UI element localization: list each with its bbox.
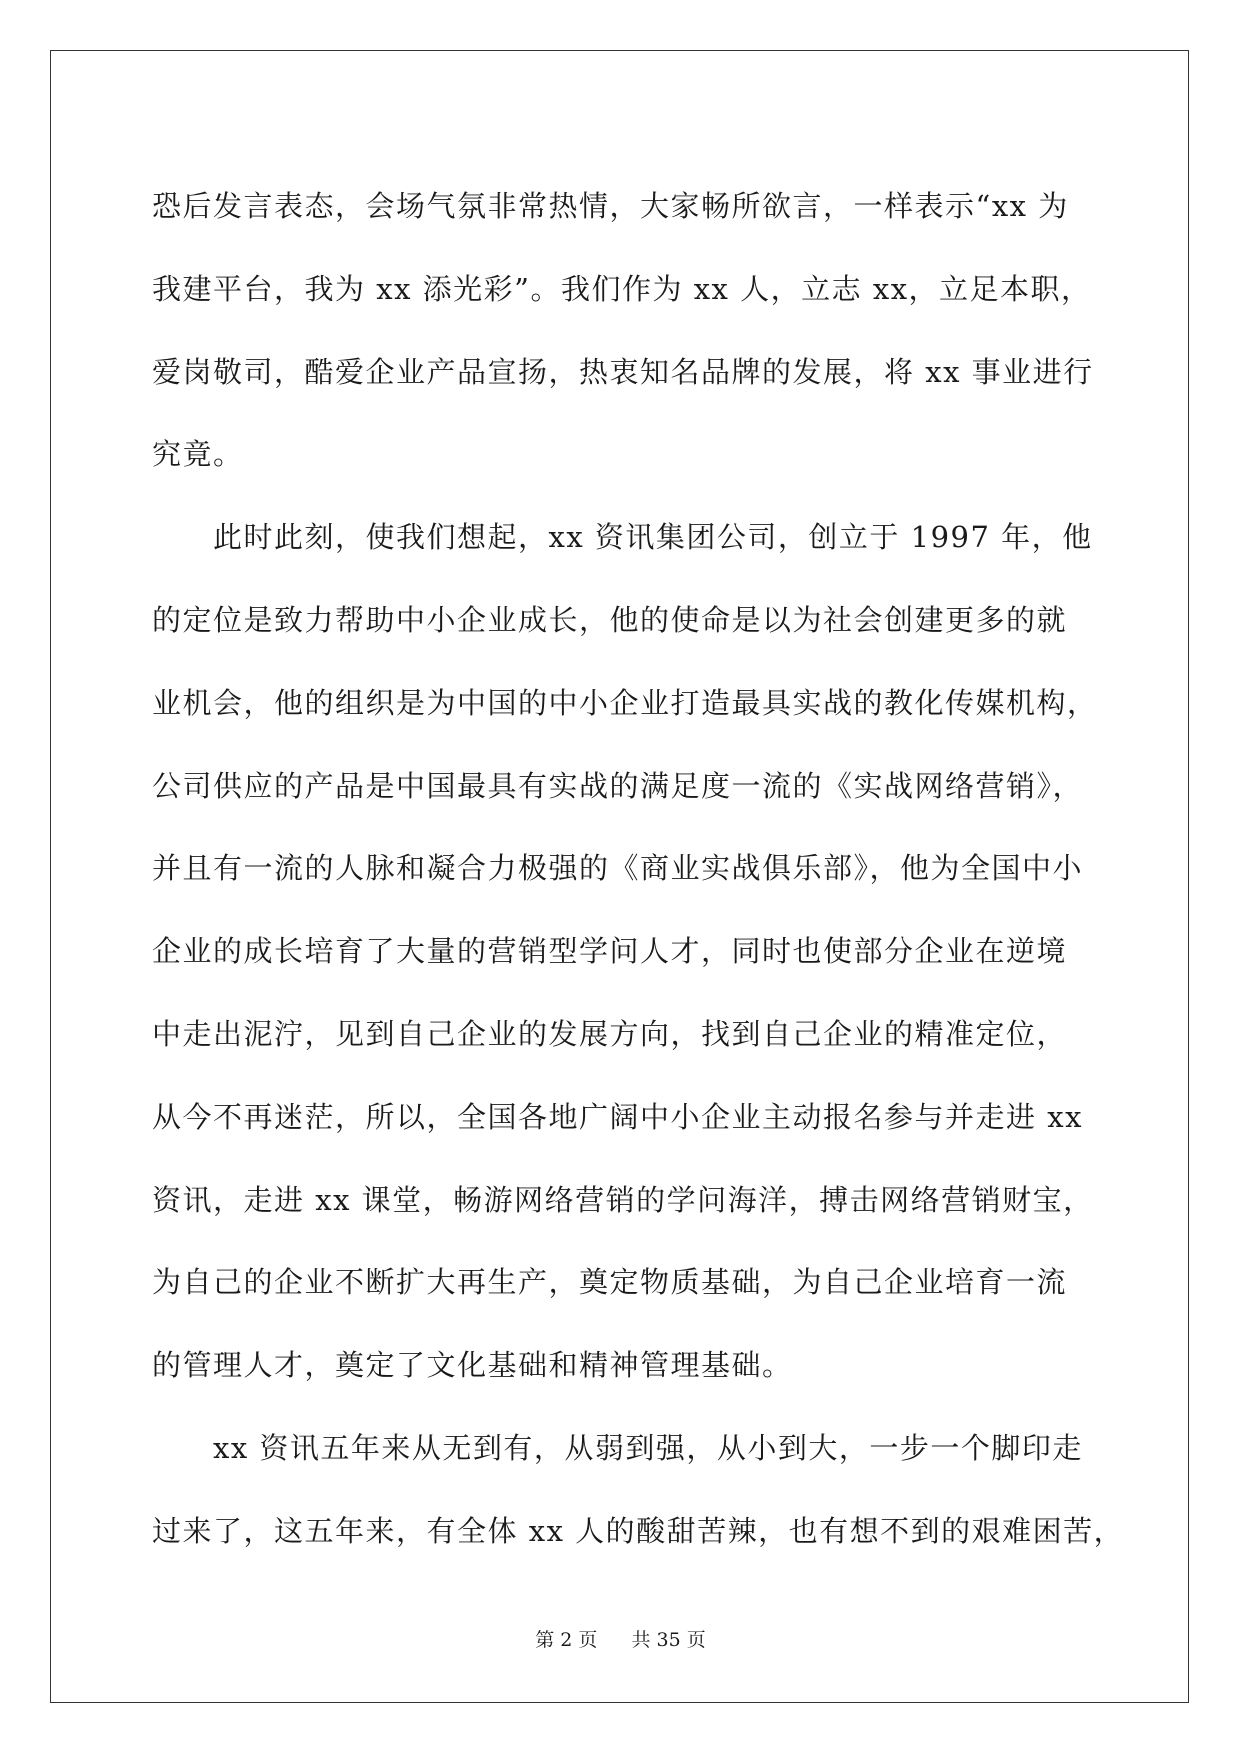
text-line: 并且有一流的人脉和凝合力极强的《商业实战俱乐部》，他为全国中小 bbox=[152, 851, 1084, 886]
page-total: 共 35 页 bbox=[631, 1629, 706, 1651]
text-line: 究竟。 bbox=[152, 437, 244, 472]
text-line: 的定位是致力帮助中小企业成长，他的使命是以为社会创建更多的就 bbox=[152, 602, 1068, 637]
text-line: 中走出泥泞，见到自己企业的发展方向，找到自己企业的精准定位， bbox=[152, 1016, 1068, 1051]
text-line: 我建平台，我为 xx 添光彩”。我们作为 xx 人，立志 xx，立足本职， bbox=[152, 271, 1092, 306]
page-number: 第 2 页 bbox=[535, 1629, 598, 1651]
text-line: 过来了，这五年来，有全体 xx 人的酸甜苦辣，也有想不到的艰难困苦， bbox=[152, 1513, 1125, 1548]
text-line: 资讯，走进 xx 课堂，畅游网络营销的学问海洋，搏击网络营销财宝， bbox=[152, 1182, 1094, 1217]
text-line: 企业的成长培育了大量的营销型学问人才，同时也使部分企业在逆境 bbox=[152, 934, 1068, 969]
text-line: xx 资讯五年来从无到有，从弱到强，从小到大，一步一个脚印走 bbox=[152, 1430, 1083, 1465]
text-line: 从今不再迷茫，所以，全国各地广阔中小企业主动报名参与并走进 xx bbox=[152, 1099, 1083, 1134]
document-body bbox=[152, 165, 1125, 1573]
text-line: 公司供应的产品是中国最具有实战的满足度一流的《实战网络营销》， bbox=[152, 768, 1084, 803]
paragraph-block bbox=[152, 165, 1125, 1573]
text-line: 为自己的企业不断扩大再生产，奠定物质基础，为自己企业培育一流 bbox=[152, 1265, 1068, 1300]
text-line: 此时此刻，使我们想起，xx 资讯集团公司，创立于 1997 年，他 bbox=[152, 520, 1093, 555]
text-line: 业机会，他的组织是为中国的中小企业打造最具实战的教化传媒机构， bbox=[152, 685, 1098, 720]
text-line: 的管理人才，奠定了文化基础和精神管理基础。 bbox=[152, 1348, 793, 1383]
page-footer bbox=[0, 1625, 1241, 1652]
text-line: 爱岗敬司，酷爱企业产品宣扬，热衷知名品牌的发展，将 xx 事业进行 bbox=[152, 354, 1094, 389]
text-line: 恐后发言表态，会场气氛非常热情，大家畅所欲言，一样表示“xx 为 bbox=[152, 189, 1069, 223]
